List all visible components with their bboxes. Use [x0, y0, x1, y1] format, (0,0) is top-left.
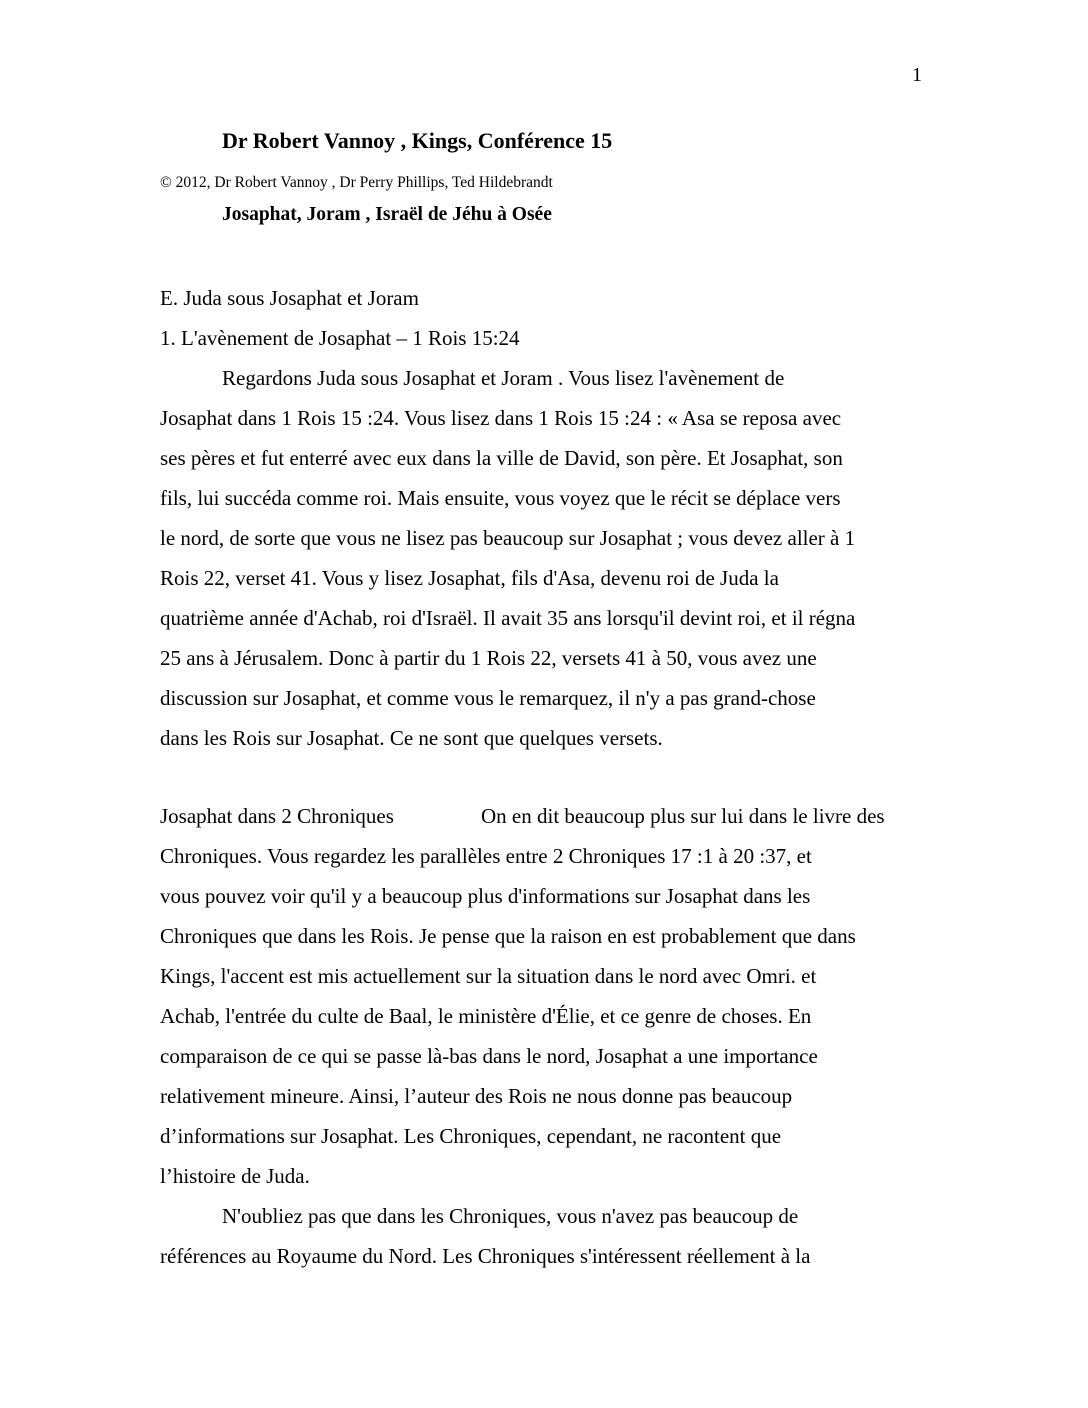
lecture-title: Dr Robert Vannoy , Kings, Conférence 15 [222, 128, 613, 153]
paragraph-line: N'oubliez pas que dans les Chroniques, vous n'avez pas beaucoup de [222, 1204, 799, 1228]
paragraph-line: d’informations sur Josaphat. Les Chroniques, cependant, ne racontent que [160, 1124, 782, 1148]
lecture-subtitle: Josaphat, Joram , Israël de Jéhu à Osée [222, 204, 552, 225]
paragraph-line: quatrième année d'Achab, roi d'Israël. Il avait 35 ans lorsqu'il devint roi, et il régna [160, 606, 856, 630]
paragraph-line: relativement mineure. Ainsi, l’auteur des Rois ne nous donne pas beaucoup [160, 1084, 793, 1108]
paragraph-line: références au Royaume du Nord. Les Chroniques s'intéressent réellement à la [160, 1244, 811, 1268]
copyright-line: © 2012, Dr Robert Vannoy , Dr Perry Phillips, Ted Hildebrandt [160, 174, 553, 191]
paragraph-line: Achab, l'entrée du culte de Baal, le ministère d'Élie, et ce genre de choses. En [160, 1004, 812, 1028]
paragraph-line: Rois 22, verset 41. Vous y lisez Josaphat, fils d'Asa, devenu roi de Juda la [160, 566, 779, 590]
paragraph-line: Chroniques que dans les Rois. Je pense que la raison en est probablement que dans [160, 924, 856, 948]
paragraph-line: comparaison de ce qui se passe là-bas dans le nord, Josaphat a une importance [160, 1044, 818, 1068]
section-heading: E. Juda sous Josaphat et Joram [160, 286, 419, 310]
paragraph-line: fils, lui succéda comme roi. Mais ensuite, vous voyez que le récit se déplace vers [160, 486, 841, 510]
subsection-heading: 1. L'avènement de Josaphat – 1 Rois 15:24 [160, 326, 520, 350]
paragraph-line: ses pères et fut enterré avec eux dans la ville de David, son père. Et Josaphat, son [160, 446, 843, 470]
paragraph-line: l’histoire de Juda. [160, 1164, 310, 1188]
paragraph-line: dans les Rois sur Josaphat. Ce ne sont que quelques versets. [160, 726, 663, 750]
paragraph-line: Kings, l'accent est mis actuellement sur la situation dans le nord avec Omri. et [160, 964, 817, 988]
paragraph-line: vous pouvez voir qu'il y a beaucoup plus d'informations sur Josaphat dans les [160, 884, 811, 908]
side-heading: Josaphat dans 2 Chroniques [160, 804, 394, 828]
paragraph-line: Regardons Juda sous Josaphat et Joram . Vous lisez l'avènement de [222, 366, 785, 390]
paragraph-line: On en dit beaucoup plus sur lui dans le livre des [481, 804, 885, 828]
paragraph-line: Chroniques. Vous regardez les parallèles entre 2 Chroniques 17 :1 à 20 :37, et [160, 844, 812, 868]
paragraph-line: 25 ans à Jérusalem. Donc à partir du 1 Rois 22, versets 41 à 50, vous avez une [160, 646, 817, 670]
paragraph-line: Josaphat dans 1 Rois 15 :24. Vous lisez dans 1 Rois 15 :24 : « Asa se reposa avec [160, 406, 842, 430]
page-number: 1 [912, 64, 922, 86]
paragraph-line: le nord, de sorte que vous ne lisez pas beaucoup sur Josaphat ; vous devez aller à 1 [160, 526, 856, 550]
paragraph-line: discussion sur Josaphat, et comme vous le remarquez, il n'y a pas grand-chose [160, 686, 816, 710]
